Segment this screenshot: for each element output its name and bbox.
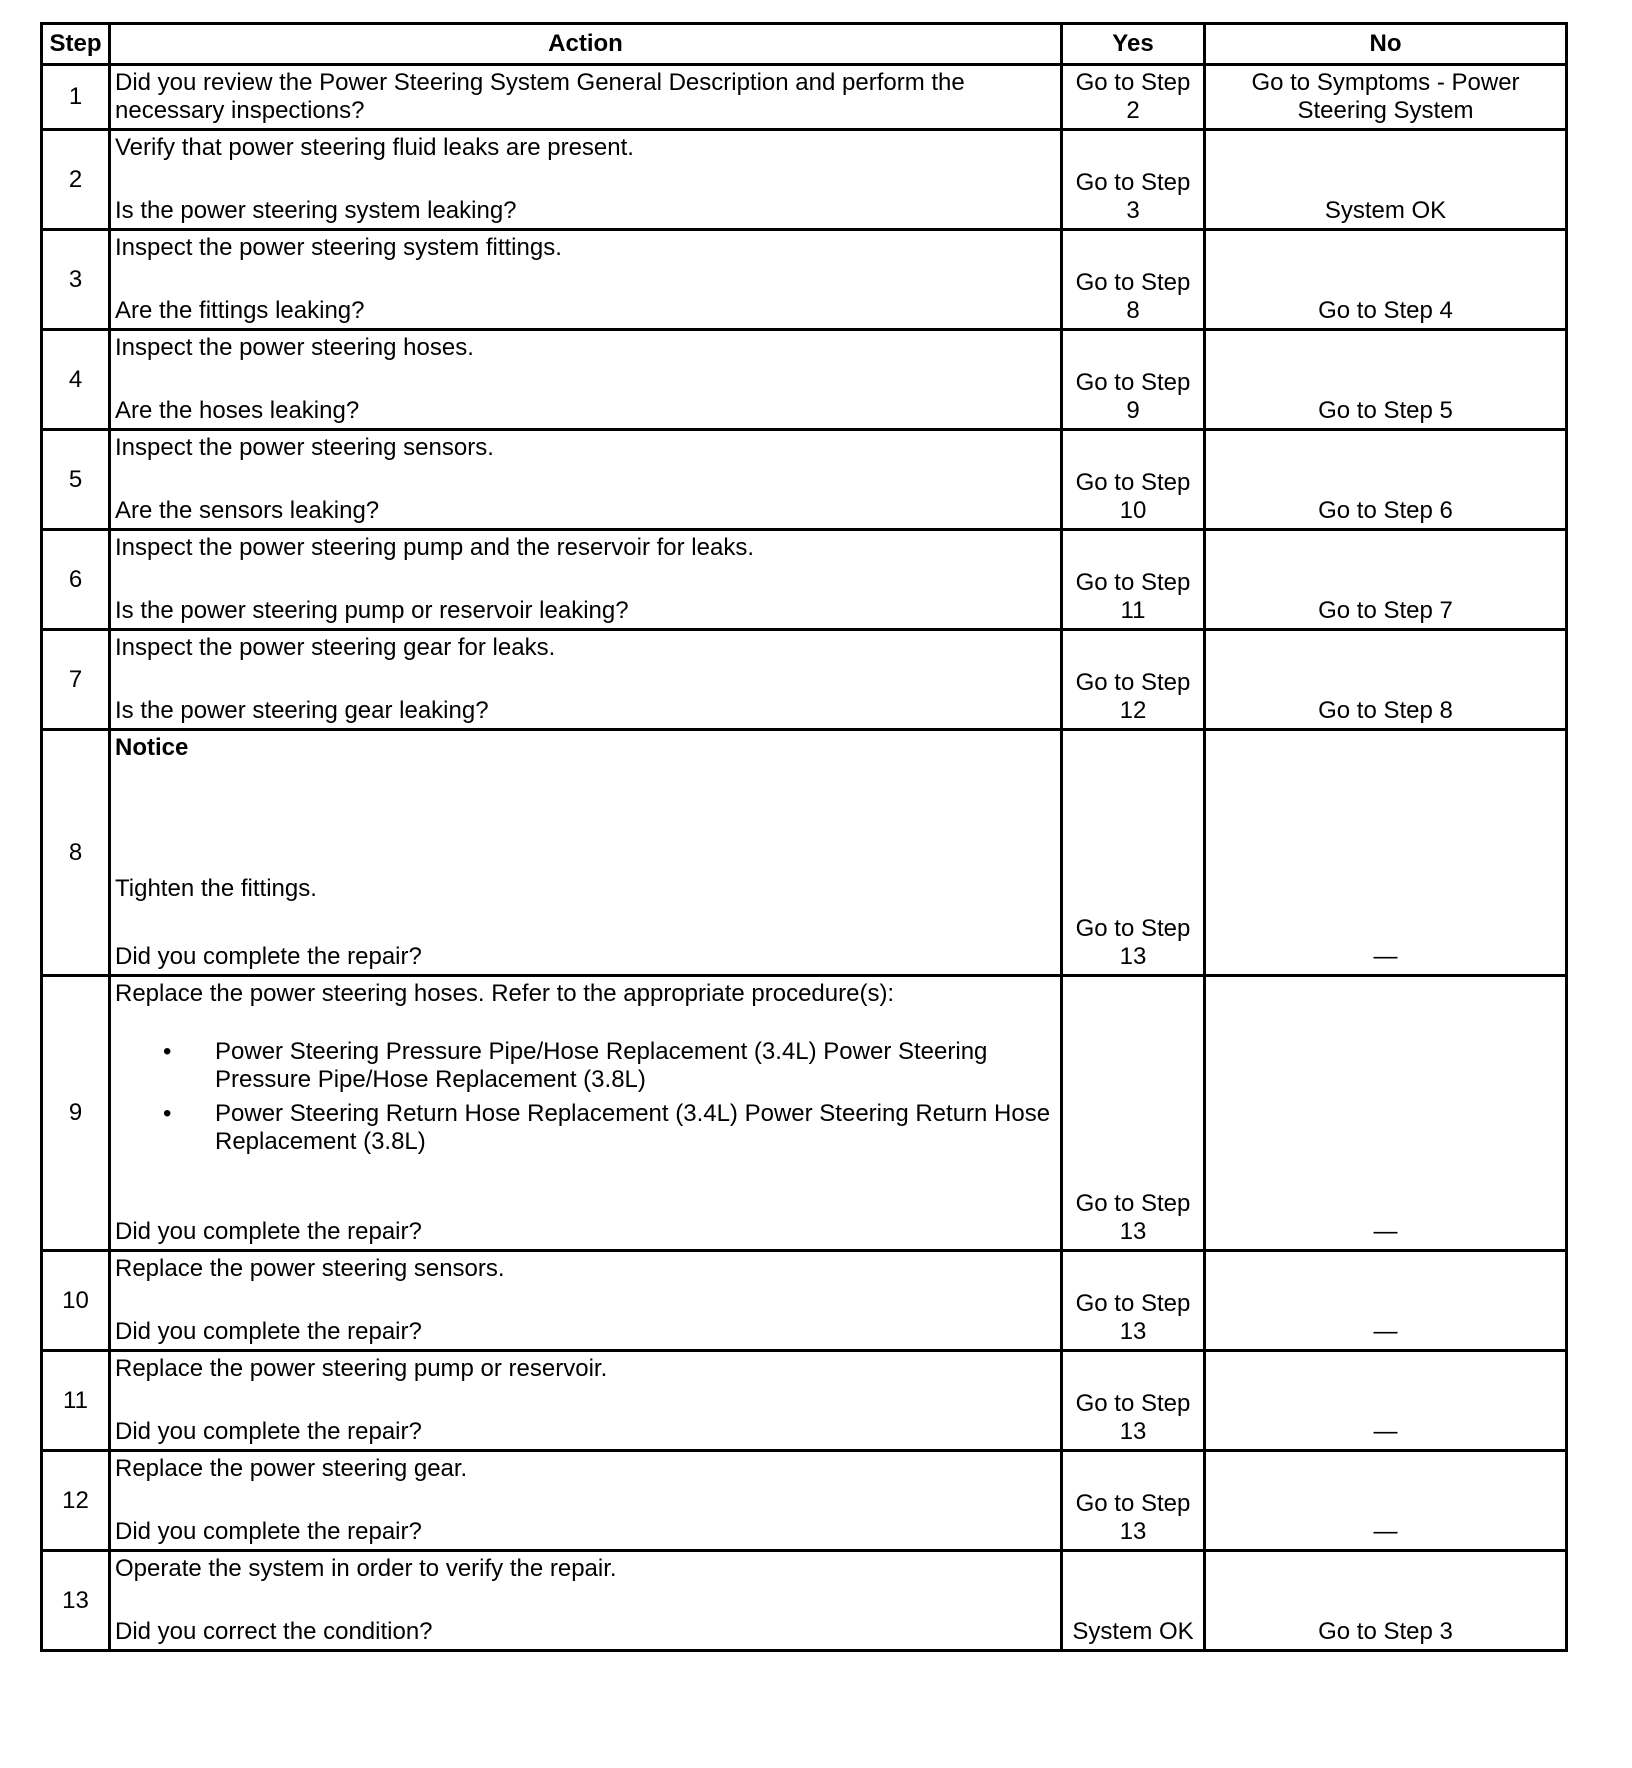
no-cell xyxy=(1205,530,1567,630)
action-question: Are the hoses leaking? xyxy=(115,397,360,424)
step-number: 7 xyxy=(42,630,110,730)
no-cell xyxy=(1205,430,1567,530)
table-row xyxy=(42,65,1567,130)
action-instruction: Replace the power steering pump or reservoir. xyxy=(115,1355,608,1382)
procedure-item: • Power Steering Pressure Pipe/Hose Replacement (3.4L) Power Steering Pressure Pipe/Hose Replacement (3.8L) xyxy=(215,1038,1056,1094)
header-row xyxy=(42,24,1567,65)
action-instruction: Tighten the fittings. xyxy=(115,875,317,902)
yes-step-number: 3 xyxy=(1126,197,1140,224)
no-cell xyxy=(1205,1451,1567,1551)
step-number: 10 xyxy=(42,1251,110,1351)
yes-text: Go to Step xyxy=(1075,569,1191,596)
table-row xyxy=(42,1251,1567,1351)
action-instruction: Replace the power steering gear. xyxy=(115,1455,468,1482)
no-dash: — xyxy=(1373,1518,1398,1545)
no-cell xyxy=(1205,630,1567,730)
yes-step-number: 8 xyxy=(1126,297,1140,324)
action-question: Did you complete the repair? xyxy=(115,1518,422,1545)
step-number: 12 xyxy=(42,1451,110,1551)
step-number: 8 xyxy=(42,730,110,976)
no-dash: — xyxy=(1373,943,1398,970)
procedure-item: • Power Steering Return Hose Replacement (3.4L) Power Steering Return Hose Replacement (3.8L) xyxy=(215,1100,1056,1156)
step-number: 5 xyxy=(42,430,110,530)
header-action: Action xyxy=(110,24,1062,65)
diagnostic-table xyxy=(40,22,1568,1652)
table-row xyxy=(42,130,1567,230)
step-number: 9 xyxy=(42,976,110,1251)
yes-text: System OK xyxy=(1072,1618,1194,1645)
yes-cell xyxy=(1062,65,1205,130)
yes-text: Go to Step xyxy=(1075,1390,1191,1417)
table-row xyxy=(42,330,1567,430)
yes-text: Go to Step xyxy=(1075,269,1191,296)
action-cell xyxy=(110,1251,1062,1351)
yes-step-number: 12 xyxy=(1119,697,1147,724)
no-cell xyxy=(1205,1551,1567,1651)
action-question: Is the power steering system leaking? xyxy=(115,197,517,224)
action-question: Are the fittings leaking? xyxy=(115,297,365,324)
notice-heading: Notice xyxy=(115,734,189,761)
no-cell xyxy=(1205,230,1567,330)
no-text-continued: Steering System xyxy=(1297,97,1474,124)
yes-step-number: 2 xyxy=(1126,97,1140,124)
table-row xyxy=(42,1551,1567,1651)
no-cell xyxy=(1205,130,1567,230)
no-text: System OK xyxy=(1324,197,1447,224)
step-number: 4 xyxy=(42,330,110,430)
yes-step-number: 13 xyxy=(1119,1218,1147,1245)
no-dash: — xyxy=(1373,1318,1398,1345)
yes-text: Go to Step xyxy=(1075,169,1191,196)
header-yes: Yes xyxy=(1062,24,1205,65)
header-step: Step xyxy=(42,24,110,65)
action-question: Did you complete the repair? xyxy=(115,943,422,970)
step-number: 11 xyxy=(42,1351,110,1451)
step-number: 3 xyxy=(42,230,110,330)
action-question: Did you correct the condition? xyxy=(115,1618,433,1645)
no-cell xyxy=(1205,1251,1567,1351)
yes-cell xyxy=(1062,1351,1205,1451)
action-cell xyxy=(110,130,1062,230)
yes-text: Go to Step xyxy=(1075,1490,1191,1517)
yes-cell xyxy=(1062,330,1205,430)
action-question: Did you complete the repair? xyxy=(115,1418,422,1445)
action-instruction: Inspect the power steering hoses. xyxy=(115,334,474,361)
no-text: Go to Step 6 xyxy=(1318,497,1453,524)
action-question: Did you complete the repair? xyxy=(115,1218,422,1245)
action-text: Did you review the Power Steering System General Description and perform the necessary inspections? xyxy=(115,69,965,124)
yes-step-number: 11 xyxy=(1120,597,1146,624)
table-row xyxy=(42,1351,1567,1451)
action-instruction: Verify that power steering fluid leaks are present. xyxy=(115,134,634,161)
procedure-list xyxy=(115,1038,1056,1156)
yes-text: Go to Step xyxy=(1075,1290,1191,1317)
action-cell xyxy=(110,1551,1062,1651)
yes-text: Go to Step xyxy=(1075,669,1191,696)
table-row xyxy=(42,976,1567,1251)
yes-step-number: 13 xyxy=(1119,1418,1147,1445)
yes-cell xyxy=(1062,1551,1205,1651)
action-cell xyxy=(110,1351,1062,1451)
action-instruction: Inspect the power steering sensors. xyxy=(115,434,494,461)
yes-text: Go to Step xyxy=(1075,469,1191,496)
step-number: 13 xyxy=(42,1551,110,1651)
no-cell xyxy=(1205,976,1567,1251)
yes-step-number: 9 xyxy=(1126,397,1140,424)
action-instruction: Inspect the power steering pump and the reservoir for leaks. xyxy=(115,534,754,561)
action-question: Did you complete the repair? xyxy=(115,1318,422,1345)
yes-cell xyxy=(1062,230,1205,330)
action-cell xyxy=(110,1451,1062,1551)
table-row xyxy=(42,630,1567,730)
no-cell xyxy=(1205,330,1567,430)
no-text: Go to Step 4 xyxy=(1318,297,1453,324)
action-cell xyxy=(110,976,1062,1251)
yes-cell xyxy=(1062,1251,1205,1351)
action-cell xyxy=(110,330,1062,430)
action-instruction: Operate the system in order to verify the repair. xyxy=(115,1555,617,1582)
action-question: Are the sensors leaking? xyxy=(115,497,380,524)
yes-cell xyxy=(1062,976,1205,1251)
no-cell xyxy=(1205,730,1567,976)
action-instruction: Replace the power steering hoses. Refer to the appropriate procedure(s): xyxy=(115,980,895,1007)
step-number: 2 xyxy=(42,130,110,230)
action-cell xyxy=(110,230,1062,330)
action-instruction: Inspect the power steering gear for leaks. xyxy=(115,634,556,661)
action-cell xyxy=(110,730,1062,976)
table-row xyxy=(42,230,1567,330)
yes-cell xyxy=(1062,430,1205,530)
header-no: No xyxy=(1205,24,1567,65)
step-number: 6 xyxy=(42,530,110,630)
table-row xyxy=(42,430,1567,530)
no-text: Go to Step 8 xyxy=(1318,697,1453,724)
no-dash: — xyxy=(1373,1418,1398,1445)
no-dash: — xyxy=(1373,1218,1398,1245)
no-text: Go to Step 5 xyxy=(1318,397,1453,424)
action-cell xyxy=(110,630,1062,730)
no-cell xyxy=(1205,65,1567,130)
action-question: Is the power steering gear leaking? xyxy=(115,697,489,724)
table-row xyxy=(42,1451,1567,1551)
yes-cell xyxy=(1062,130,1205,230)
no-text: Go to Symptoms - Power xyxy=(1251,69,1520,96)
yes-text: Go to Step xyxy=(1075,915,1191,942)
table-row xyxy=(42,530,1567,630)
action-question: Is the power steering pump or reservoir leaking? xyxy=(115,597,629,624)
yes-step-number: 13 xyxy=(1119,943,1147,970)
yes-cell xyxy=(1062,1451,1205,1551)
no-text: Go to Step 3 xyxy=(1318,1618,1453,1645)
yes-step-number: 13 xyxy=(1119,1518,1147,1545)
yes-text: Go to Step xyxy=(1075,69,1191,96)
yes-cell xyxy=(1062,630,1205,730)
table-row xyxy=(42,730,1567,976)
yes-cell xyxy=(1062,730,1205,976)
action-cell xyxy=(110,530,1062,630)
no-text: Go to Step 7 xyxy=(1318,597,1453,624)
action-instruction: Inspect the power steering system fittings. xyxy=(115,234,562,261)
action-cell xyxy=(110,65,1062,130)
yes-cell xyxy=(1062,530,1205,630)
action-instruction: Replace the power steering sensors. xyxy=(115,1255,505,1282)
yes-text: Go to Step xyxy=(1075,369,1191,396)
step-number: 1 xyxy=(42,65,110,130)
yes-text: Go to Step xyxy=(1075,1190,1191,1217)
yes-step-number: 10 xyxy=(1119,497,1147,524)
no-cell xyxy=(1205,1351,1567,1451)
yes-step-number: 13 xyxy=(1119,1318,1147,1345)
action-cell xyxy=(110,430,1062,530)
